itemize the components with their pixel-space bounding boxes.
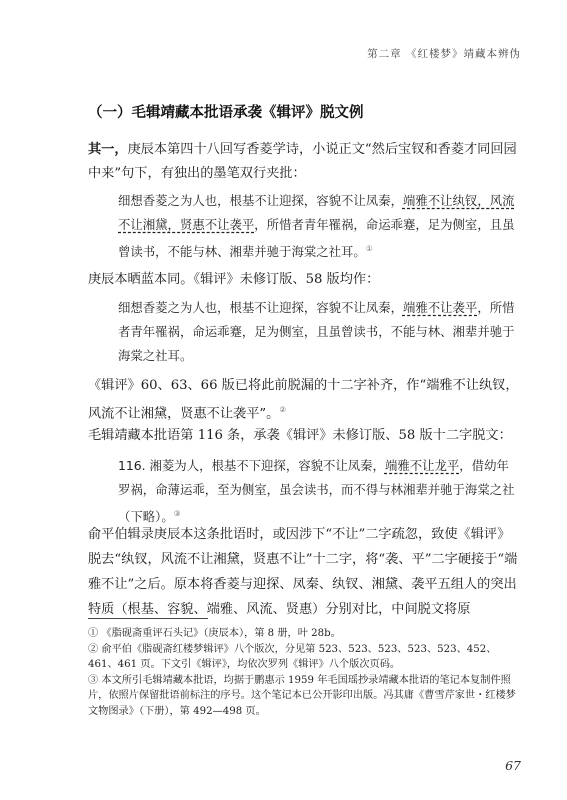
footnotes — [88, 626, 521, 719]
quote-3-emphasis: 端雅不让龙平 — [384, 458, 460, 473]
paragraph-2: 庚辰本晒蓝本同。《辑评》未修订版、58 版均作： — [88, 272, 380, 287]
paragraph-1 — [88, 138, 521, 186]
paragraph-4: 毛辑靖藏本批语第 116 条，承袭《辑评》未修订版、58 版十二字脱文： — [88, 428, 512, 443]
quote-1-part-a: 细想香菱之为人也，根基不让迎探，容貌不让凤秦， — [118, 193, 403, 208]
quote-2-part-a: 细想香菱之为人也，根基不让迎探，容貌不让凤秦， — [118, 300, 403, 315]
quote-1-part-c: ，所惜者青年罹祸，命运乖蹇，足为侧室，且虽曾读书，不能与林、湘辈并驰于海棠之社耳。 — [118, 217, 515, 260]
footnote-divider — [88, 618, 208, 619]
paragraph-1-text: 庚辰本第四十八回写香菱学诗，小说正文“然后宝钗和香菱才同回园中来”句下，有独出的墨笔双行夹批： — [88, 142, 517, 181]
quote-3-part-c: ，借幼年罗祸，命薄运乖，至为侧室，虽会读书，而不得与林湘辈并驰于海棠之社（下略）。 — [118, 458, 515, 525]
quote-2-part-c: ，所惜者青年罹祸，命运乖蹇，足为侧室，且虽曾读书，不能与林、湘辈并驰于海棠之社耳。 — [118, 300, 515, 363]
paragraph-3-text: 《辑评》60、63、66 版已将此前脱漏的十二字补齐，作“端雅不让纨钗，风流不让湘黛，贤惠不让袭平”。 — [88, 378, 519, 422]
quote-3-part-a: 116. 湘菱为人，根基不下迎探，容貌不让凤秦， — [118, 458, 385, 473]
footnote-ref-1: ① — [365, 244, 373, 253]
paragraph-3 — [88, 374, 521, 426]
quote-1-emphasis: 端雅不让纨钗，风流不让湘黛，贤惠不让袭平 — [118, 193, 515, 232]
quote-1 — [118, 189, 521, 264]
running-head: 第二章 《红楼梦》靖藏本辨伪 — [367, 48, 521, 60]
footnote-1: ① 《脂砚斋重评石头记》（庚辰本），第 8 册，叶 28b。 — [88, 628, 341, 639]
quote-2 — [118, 296, 521, 368]
section-title: （一）毛辑靖藏本批语承袭《辑评》脱文例 — [88, 104, 364, 121]
quote-2-emphasis: 端雅不让袭平 — [402, 300, 478, 315]
footnote-ref-2: ② — [279, 405, 287, 414]
paragraph-5: 俞平伯辑录庚辰本这条批语时，或因涉下“不让”二字疏忽，致使《辑评》脱去“纨钗，风流不让湘黛，贤惠不让”十二字，将“袭、平”二字硬接于“端雅不让”之后。原本将香菱与迎探、凤秦、纨钗、湘黛、袭平五组人的突出特质（根基、容貌、端雅、风流、贤惠）分别对比，中间脱文将原 — [88, 527, 518, 617]
footnote-2: ② 俞平伯《脂砚斋红楼梦辑评》八个版次，分见第 523、523、523、523、523、452、461、461 页。下文引《辑评》，均依次罗列《辑评》八个版次页码。 — [88, 643, 497, 670]
footnote-ref-3: ③ — [173, 509, 181, 518]
quote-3 — [118, 454, 521, 529]
page-number: 67 — [505, 758, 521, 773]
paragraph-1-lead: 其一， — [88, 142, 128, 157]
footnote-3: ③ 本文所引毛辑靖藏本批语，均据于鹏惠示 1959 年毛国瑶抄录靖藏本批语的笔记本复制件照片，依照片保留批语前标注的序号。这个笔记本已公开影印出版。冯其庸《曹雪芹家世・红楼梦文物图录》（下册），第 492—498 页。 — [88, 674, 516, 717]
